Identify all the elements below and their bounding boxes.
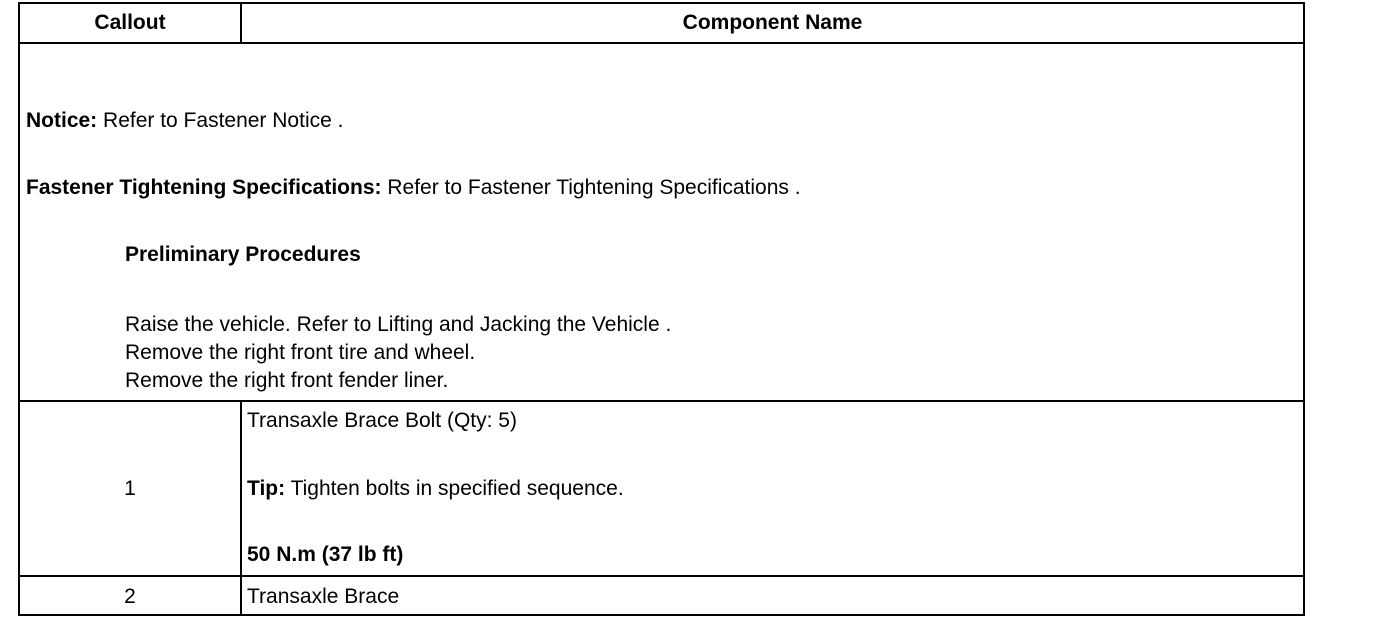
row-1-callout: 1	[124, 477, 136, 500]
specs-text: Refer to Fastener Tightening Specifications .	[381, 176, 801, 199]
tip-text: Tighten bolts in specified sequence.	[285, 477, 624, 500]
rows-column-divider	[240, 400, 242, 614]
row-1-name: Transaxle Brace Bolt (Qty: 5)	[247, 409, 517, 432]
preliminary-heading: Preliminary Procedures	[125, 243, 361, 266]
specs-line	[26, 176, 801, 200]
notice-text: Refer to Fastener Notice .	[97, 109, 344, 132]
header-divider	[20, 42, 1303, 44]
row-2-name: Transaxle Brace	[247, 585, 400, 608]
step-item: Remove the right front tire and wheel.	[125, 341, 476, 364]
row-1-torque: 50 N.m (37 lb ft)	[247, 543, 404, 566]
notice-label: Notice:	[26, 109, 98, 132]
specs-label: Fastener Tightening Specifications:	[26, 176, 382, 199]
header-component-name: Component Name	[682, 11, 863, 34]
header-callout: Callout	[94, 11, 166, 34]
row-divider	[20, 575, 1303, 577]
notice-line	[26, 109, 343, 133]
row-1-tip	[247, 477, 624, 501]
component-table	[18, 2, 1305, 616]
row-2-callout: 2	[124, 585, 136, 608]
intro-divider	[20, 400, 1303, 402]
step-item: Raise the vehicle. Refer to Lifting and Jacking the Vehicle .	[125, 313, 672, 336]
tip-label: Tip:	[247, 477, 286, 500]
step-item: Remove the right front fender liner.	[125, 369, 449, 392]
